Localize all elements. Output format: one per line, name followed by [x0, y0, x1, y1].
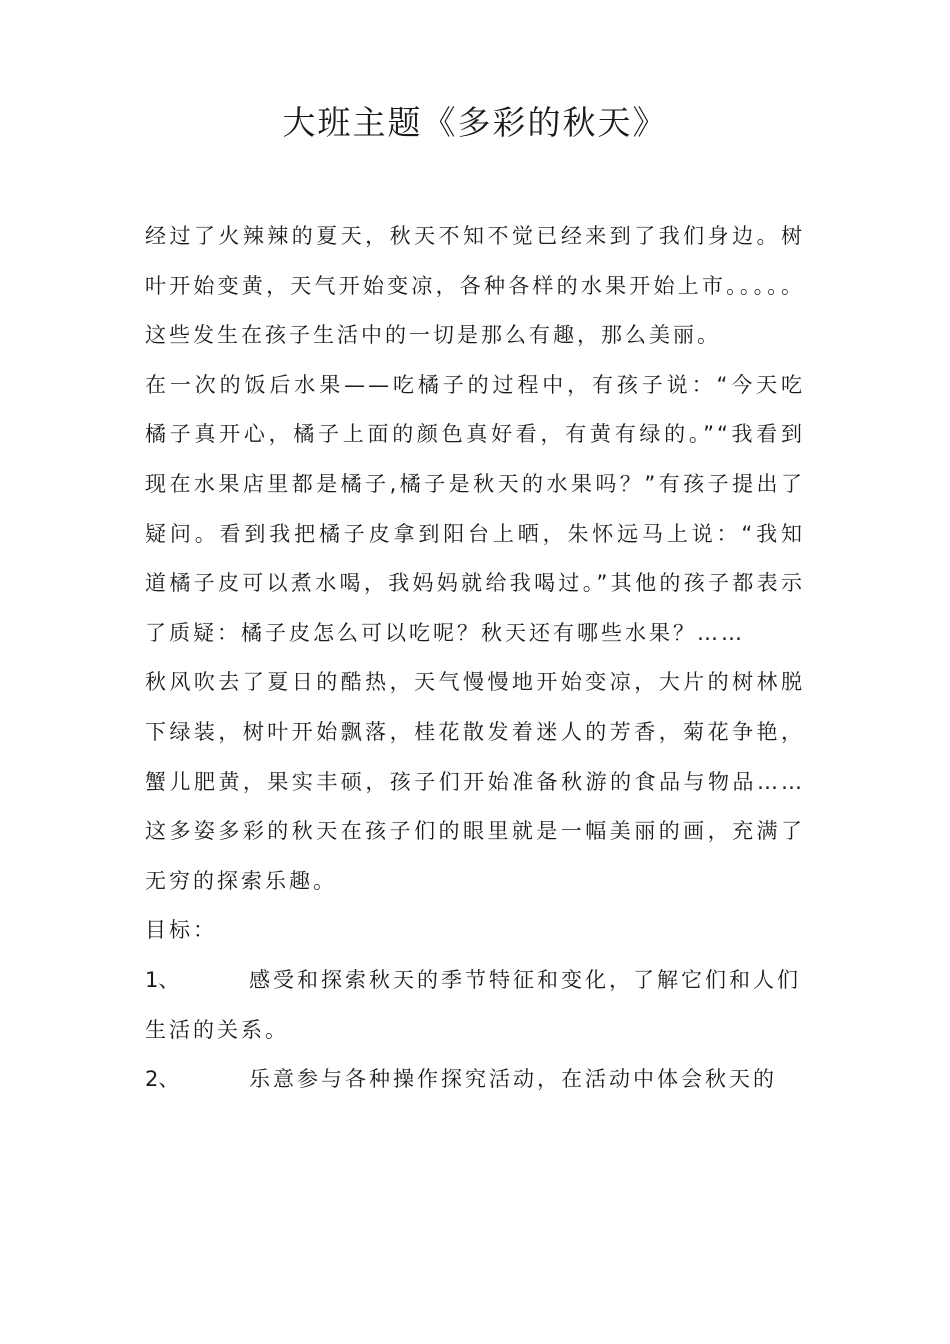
goal-number: 1、 — [145, 967, 180, 992]
goals-heading: 目标： — [145, 918, 217, 943]
goal-text: 感受和探索秋天的季节特征和变化，了解它们和人们生活的关系。 — [145, 967, 801, 1042]
goal-text: 乐意参与各种操作探究活动，在活动中体会秋天的 — [249, 1067, 777, 1092]
document-body — [145, 212, 805, 1105]
paragraph-oranges: 在一次的饭后水果——吃橘子的过程中，有孩子说：“今天吃橘子真开心，橘子上面的颜色真好看，有黄有绿的。”“我看到现在水果店里都是橘子,橘子是秋天的水果吗？”有孩子提出了疑问。看到我把橘子皮拿到阳台上晒，朱怀远马上说：“我知道橘子皮可以煮水喝，我妈妈就给我喝过。”其他的孩子都表示了质疑：橘子皮怎么可以吃呢？秋天还有哪些水果？…… — [145, 372, 805, 645]
document-title: 大班主题《多彩的秋天》 — [282, 103, 668, 142]
paragraph-intro: 经过了火辣辣的夏天，秋天不知不觉已经来到了我们身边。树叶开始变黄，天气开始变凉，各种各样的水果开始上市。。。。。这些发生在孩子生活中的一切是那么有趣，那么美丽。 — [145, 224, 805, 348]
paragraph-autumn: 秋风吹去了夏日的酷热，天气慢慢地开始变凉，大片的树林脱下绿装，树叶开始飘落，桂花散发着迷人的芳香，菊花争艳，蟹儿肥黄，果实丰硕，孩子们开始准备秋游的食品与物品……这多姿多彩的秋天在孩子们的眼里就是一幅美丽的画，充满了无穷的探索乐趣。 — [145, 670, 805, 893]
goal-number: 2、 — [145, 1067, 180, 1092]
goal-item-1 — [145, 956, 805, 1055]
goal-item-2 — [145, 1055, 805, 1105]
